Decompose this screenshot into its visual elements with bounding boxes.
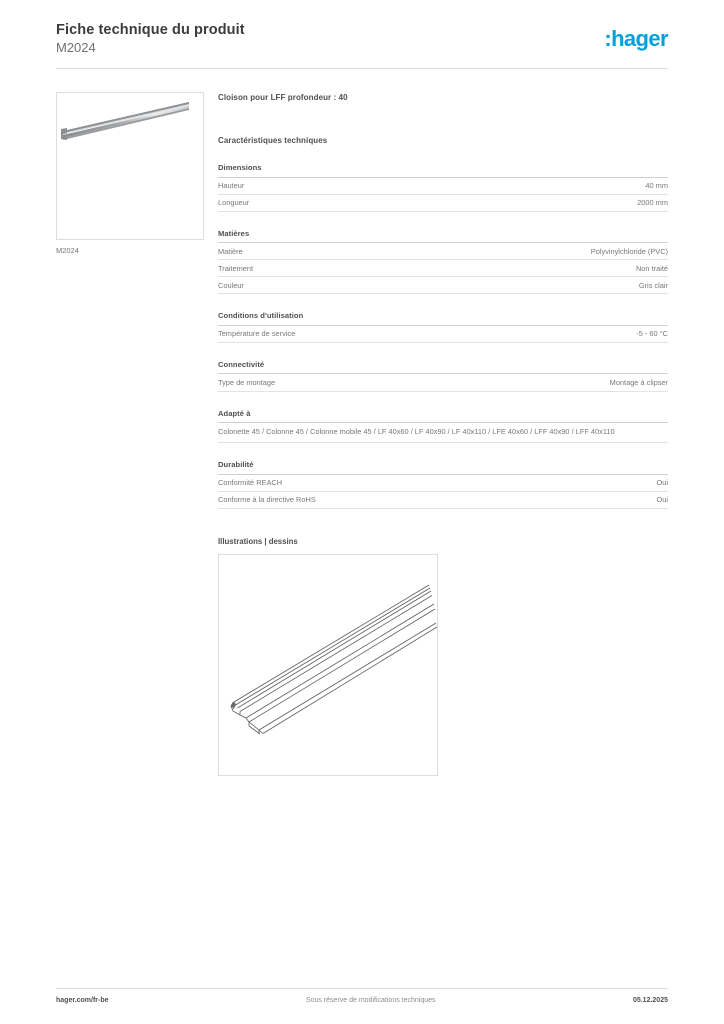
group-heading: Durabilité [218, 460, 668, 475]
spec-group-dimensions [218, 163, 668, 212]
spec-label: Matière [218, 246, 243, 256]
footer-divider [56, 988, 668, 989]
illustration-drawing [218, 554, 438, 776]
spec-group-materials [218, 229, 668, 295]
footer-website-link[interactable]: hager.com/fr-be [56, 997, 109, 1004]
spec-value: Oui [656, 477, 668, 487]
spec-label: Longueur [218, 197, 250, 207]
spec-row [218, 243, 668, 260]
spec-label: Hauteur [218, 180, 245, 190]
footer-date: 05.12.2025 [632, 997, 668, 1004]
compatibility-list: Colonette 45 / Colonne 45 / Colonne mobile 45 / LF 40x60 / LF 40x90 / LF 40x110 / LFE 40x60 / LFF 40x90 / LFF 40x110 [218, 423, 668, 443]
spec-row [218, 326, 668, 343]
product-thumbnail-image [56, 92, 204, 240]
group-heading: Dimensions [218, 163, 668, 178]
spec-label: Traitement [218, 263, 254, 273]
spec-value: -5 - 60 °C [636, 329, 668, 339]
product-photo-svg [57, 93, 203, 239]
product-reference: M2024 [56, 40, 96, 55]
group-heading: Connectivité [218, 360, 668, 375]
spec-row [218, 260, 668, 277]
spec-label: Température de service [218, 329, 296, 339]
technical-specs-heading: Caractéristiques techniques [218, 136, 328, 145]
document-footer [56, 996, 668, 1006]
main-content [218, 92, 668, 776]
spec-value: Non traité [635, 263, 668, 273]
hager-logo: :hager [604, 26, 668, 51]
spec-label: Conforme à la directive RoHS [218, 495, 316, 505]
group-heading: Adapté à [218, 409, 668, 424]
spec-group-compatibility [218, 409, 668, 444]
spec-row [218, 195, 668, 212]
document-header [56, 22, 668, 56]
spec-label: Conformité REACH [218, 477, 283, 487]
spec-value: Gris clair [638, 280, 668, 290]
spec-value: Oui [656, 495, 668, 505]
group-heading: Matières [218, 229, 668, 244]
spec-label: Couleur [218, 280, 244, 290]
spec-row [218, 277, 668, 294]
product-description: Cloison pour LFF profondeur : 40 [218, 93, 348, 102]
spec-group-usage-conditions [218, 311, 668, 343]
header-divider [56, 68, 668, 69]
illustrations-heading: Illustrations | dessins [218, 536, 298, 546]
product-thumbnail-block [56, 92, 204, 256]
spec-value: 2000 mm [637, 197, 668, 207]
group-heading: Conditions d'utilisation [218, 311, 668, 326]
spec-group-connectivity [218, 360, 668, 392]
page-title: Fiche technique du produit [56, 22, 245, 38]
thumbnail-caption: M2024 [56, 246, 79, 255]
spec-row [218, 178, 668, 195]
technical-drawing-svg [219, 555, 437, 775]
spec-group-sustainability [218, 460, 668, 509]
spec-row [218, 492, 668, 509]
spec-value: 40 mm [645, 180, 668, 190]
spec-value: Montage à clipser [609, 377, 668, 387]
footer-disclaimer: Sous réserve de modifications techniques [305, 997, 436, 1004]
spec-label: Type de montage [218, 377, 276, 387]
spec-row [218, 475, 668, 492]
spec-row [218, 374, 668, 391]
spec-value: Polyvinylchloride (PVC) [590, 246, 668, 256]
